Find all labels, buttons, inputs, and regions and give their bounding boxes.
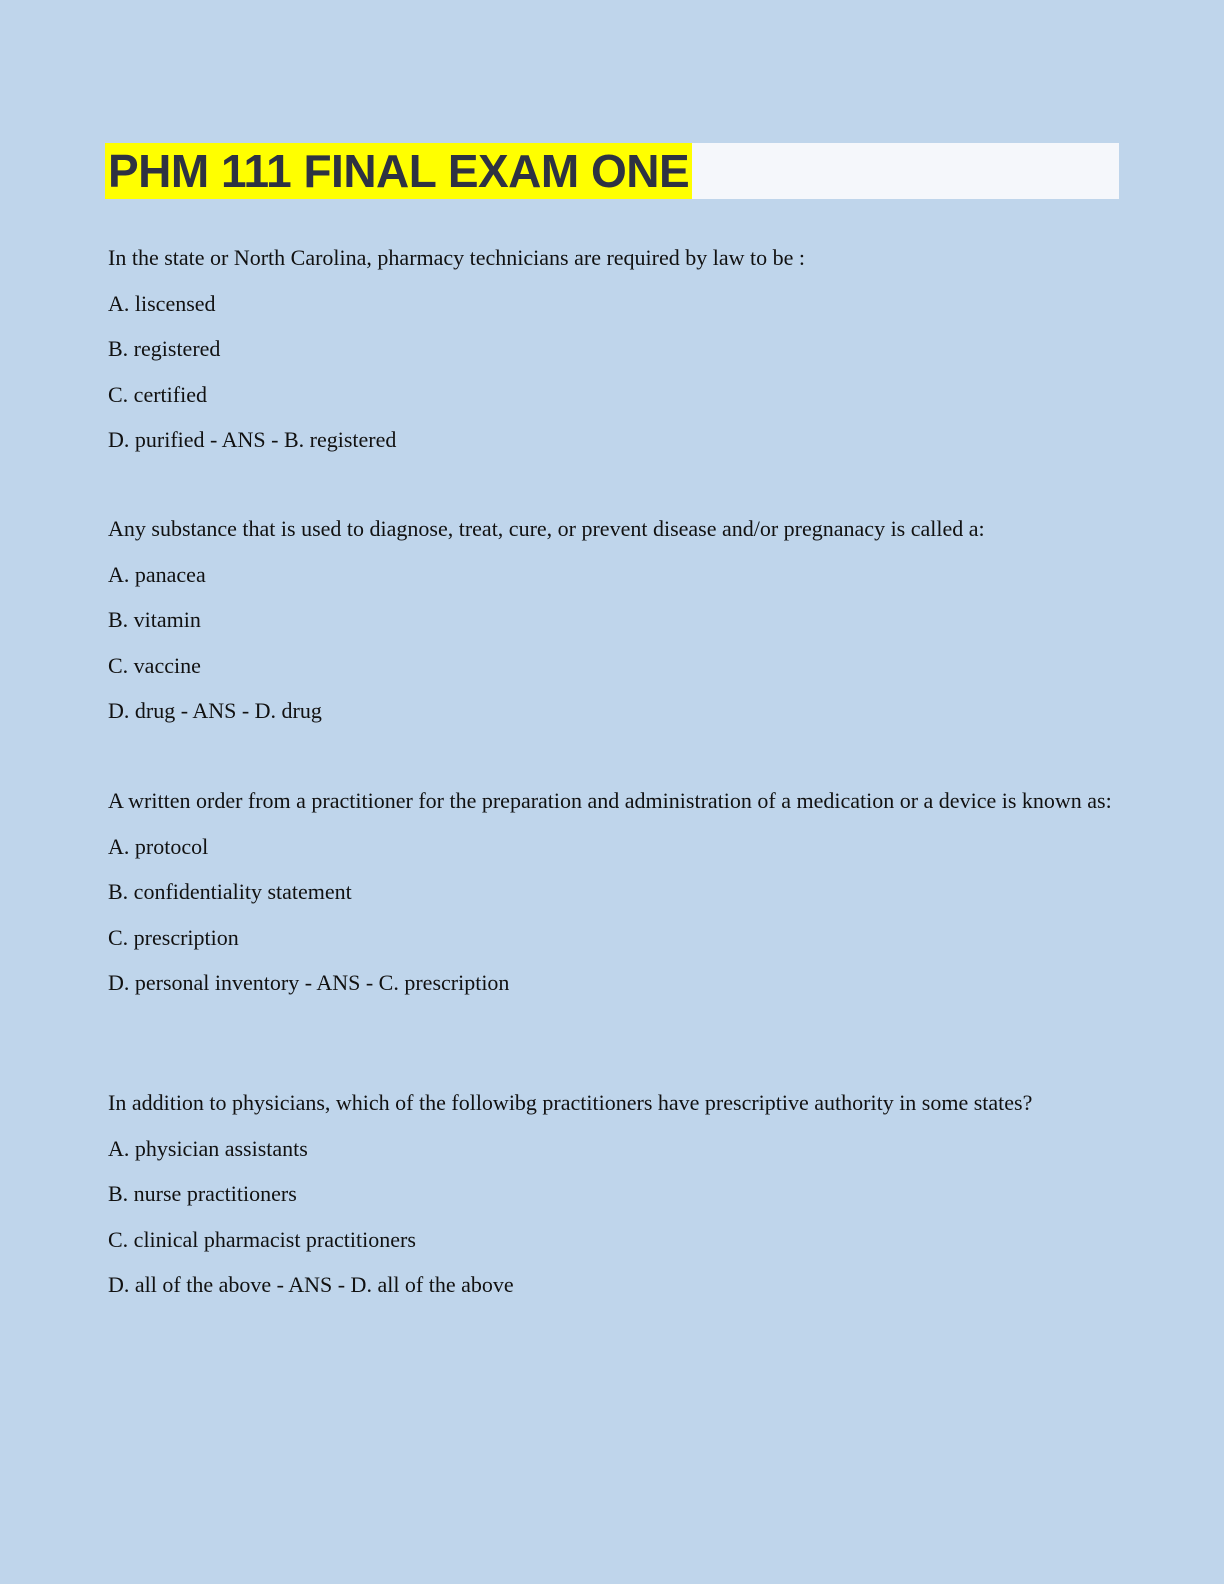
page-title: PHM 111 FINAL EXAM ONE — [105, 143, 692, 199]
option-c: C. certified — [108, 381, 207, 407]
question-text: A written order from a practitioner for the preparation and administration of a medication or a device is known as: — [108, 788, 1112, 813]
option-c: C. prescription — [108, 924, 239, 950]
option-b: B. vitamin — [108, 607, 201, 633]
option-d-answer: D. personal inventory - ANS - C. prescription — [108, 970, 510, 996]
question-1 — [108, 243, 1118, 463]
option-c: C. clinical pharmacist practitioners — [108, 1226, 416, 1252]
question-text: In addition to physicians, which of the followibg practitioners have prescriptive authority in some states? — [108, 1090, 1033, 1115]
question-2 — [108, 514, 1118, 734]
option-a: A. liscensed — [108, 290, 216, 316]
option-b: B. confidentiality statement — [108, 879, 352, 905]
option-b: B. nurse practitioners — [108, 1181, 297, 1207]
question-text: Any substance that is used to diagnose, treat, cure, or prevent disease and/or pregnanacy is called a: — [108, 516, 985, 541]
option-d-answer: D. all of the above - ANS - D. all of the above — [108, 1272, 514, 1298]
option-d-answer: D. drug - ANS - D. drug — [108, 698, 322, 724]
option-b: B. registered — [108, 336, 221, 362]
option-a: A. physician assistants — [108, 1135, 308, 1161]
question-4 — [108, 1088, 1068, 1308]
question-3 — [108, 786, 1118, 1006]
title-bar — [105, 143, 1119, 199]
option-d-answer: D. purified - ANS - B. registered — [108, 427, 397, 453]
option-a: A. protocol — [108, 833, 209, 859]
option-a: A. panacea — [108, 561, 206, 587]
question-text: In the state or North Carolina, pharmacy technicians are required by law to be : — [108, 245, 806, 270]
option-c: C. vaccine — [108, 652, 201, 678]
